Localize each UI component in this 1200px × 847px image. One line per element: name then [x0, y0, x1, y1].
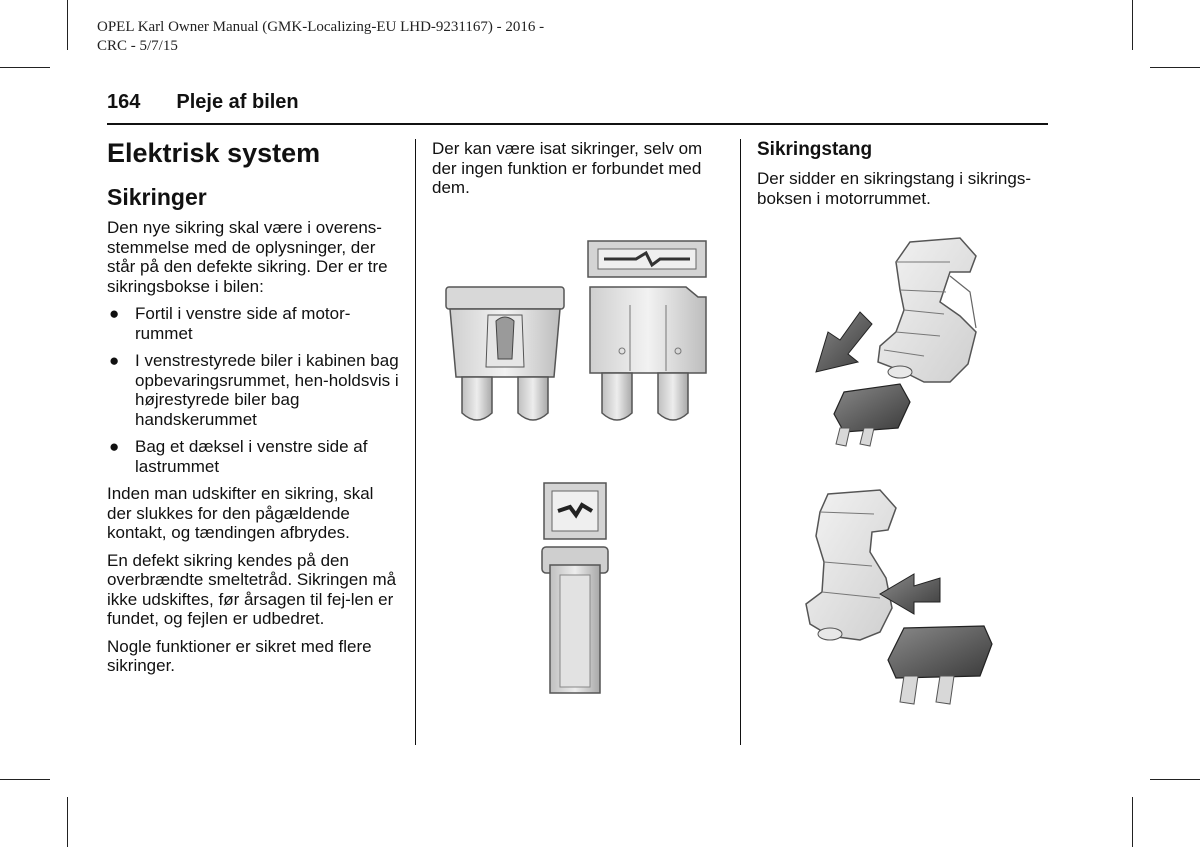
column-divider: [415, 139, 416, 745]
crop-mark: [1150, 779, 1200, 780]
section-heading: Sikringstang: [757, 139, 873, 160]
crop-mark: [0, 779, 50, 780]
list-item: [107, 437, 402, 476]
bullet-icon: ●: [109, 437, 120, 456]
column-1: [107, 137, 402, 684]
fuse-puller-illustration: [800, 232, 1000, 712]
list-item-text: Fortil i venstre side af motor-rummet: [135, 304, 351, 343]
crop-mark: [1132, 0, 1133, 50]
fuse-box-list: [107, 304, 402, 476]
section-title: Pleje af bilen: [176, 91, 299, 113]
intro-paragraph: Den nye sikring skal være i overens-stemmelse med de oplysninger, der står på den defekte sikring. Der er tre sikringsbokse i bilen:: [107, 218, 388, 296]
crop-mark: [0, 67, 50, 68]
crop-mark: [1132, 797, 1133, 847]
column-3: [757, 139, 1052, 216]
fuse-intact-icon: [446, 287, 564, 420]
arrow-icon: [816, 312, 872, 372]
document-header-line1: OPEL Karl Owner Manual (GMK-Localizing-EU LHD-9231167) - 2016 -: [97, 19, 545, 35]
fuse-puller-icon: [806, 490, 896, 640]
header-rule: [107, 123, 1048, 125]
standard-fuse-icon: [888, 626, 992, 704]
paragraph: En defekt sikring kendes på den overbrændte smeltetråd. Sikringen må ikke udskiftes, før årsagen til fej-len er fundet, og fejlen er udbedret.: [107, 550, 397, 628]
fuse-puller-icon: [878, 238, 976, 382]
section-heading: Sikringer: [107, 184, 207, 210]
crop-mark: [67, 797, 68, 847]
paragraph: Der sidder en sikringstang i sikrings-boksen i motorrummet.: [757, 169, 1031, 208]
column-divider: [740, 139, 741, 745]
list-item-text: I venstrestyrede biler i kabinen bag opbevaringsrummet, hen-holdsvis i højrestyrede biler bag handskerummet: [135, 351, 399, 429]
paragraph: Inden man udskifter en sikring, skal der slukkes for den pågældende kontakt, og tændingen afbrydes.: [107, 484, 374, 542]
crop-mark: [1150, 67, 1200, 68]
running-head: [107, 90, 299, 114]
fuse-illustration: [440, 235, 725, 705]
document-header: [97, 18, 617, 56]
crop-mark: [67, 0, 68, 50]
list-item: [107, 351, 402, 429]
paragraph: Der kan være isat sikringer, selv om der ingen funktion er forbundet med dem.: [432, 139, 703, 197]
bullet-icon: ●: [109, 304, 120, 323]
paragraph: Nogle funktioner er sikret med flere sikringer.: [107, 636, 372, 675]
column-2: [432, 139, 724, 206]
page-number: 164: [107, 91, 141, 113]
document-header-line2: CRC - 5/7/15: [97, 38, 178, 54]
mini-fuse-icon: [834, 384, 910, 446]
bullet-icon: ●: [109, 351, 120, 370]
list-item-text: Bag et dæksel i venstre side af lastrummet: [135, 437, 368, 476]
page-title: Elektrisk system: [107, 138, 321, 168]
list-item: [107, 304, 402, 343]
fuse-standard-icon: [588, 241, 706, 420]
fuse-maxi-icon: [542, 483, 608, 693]
